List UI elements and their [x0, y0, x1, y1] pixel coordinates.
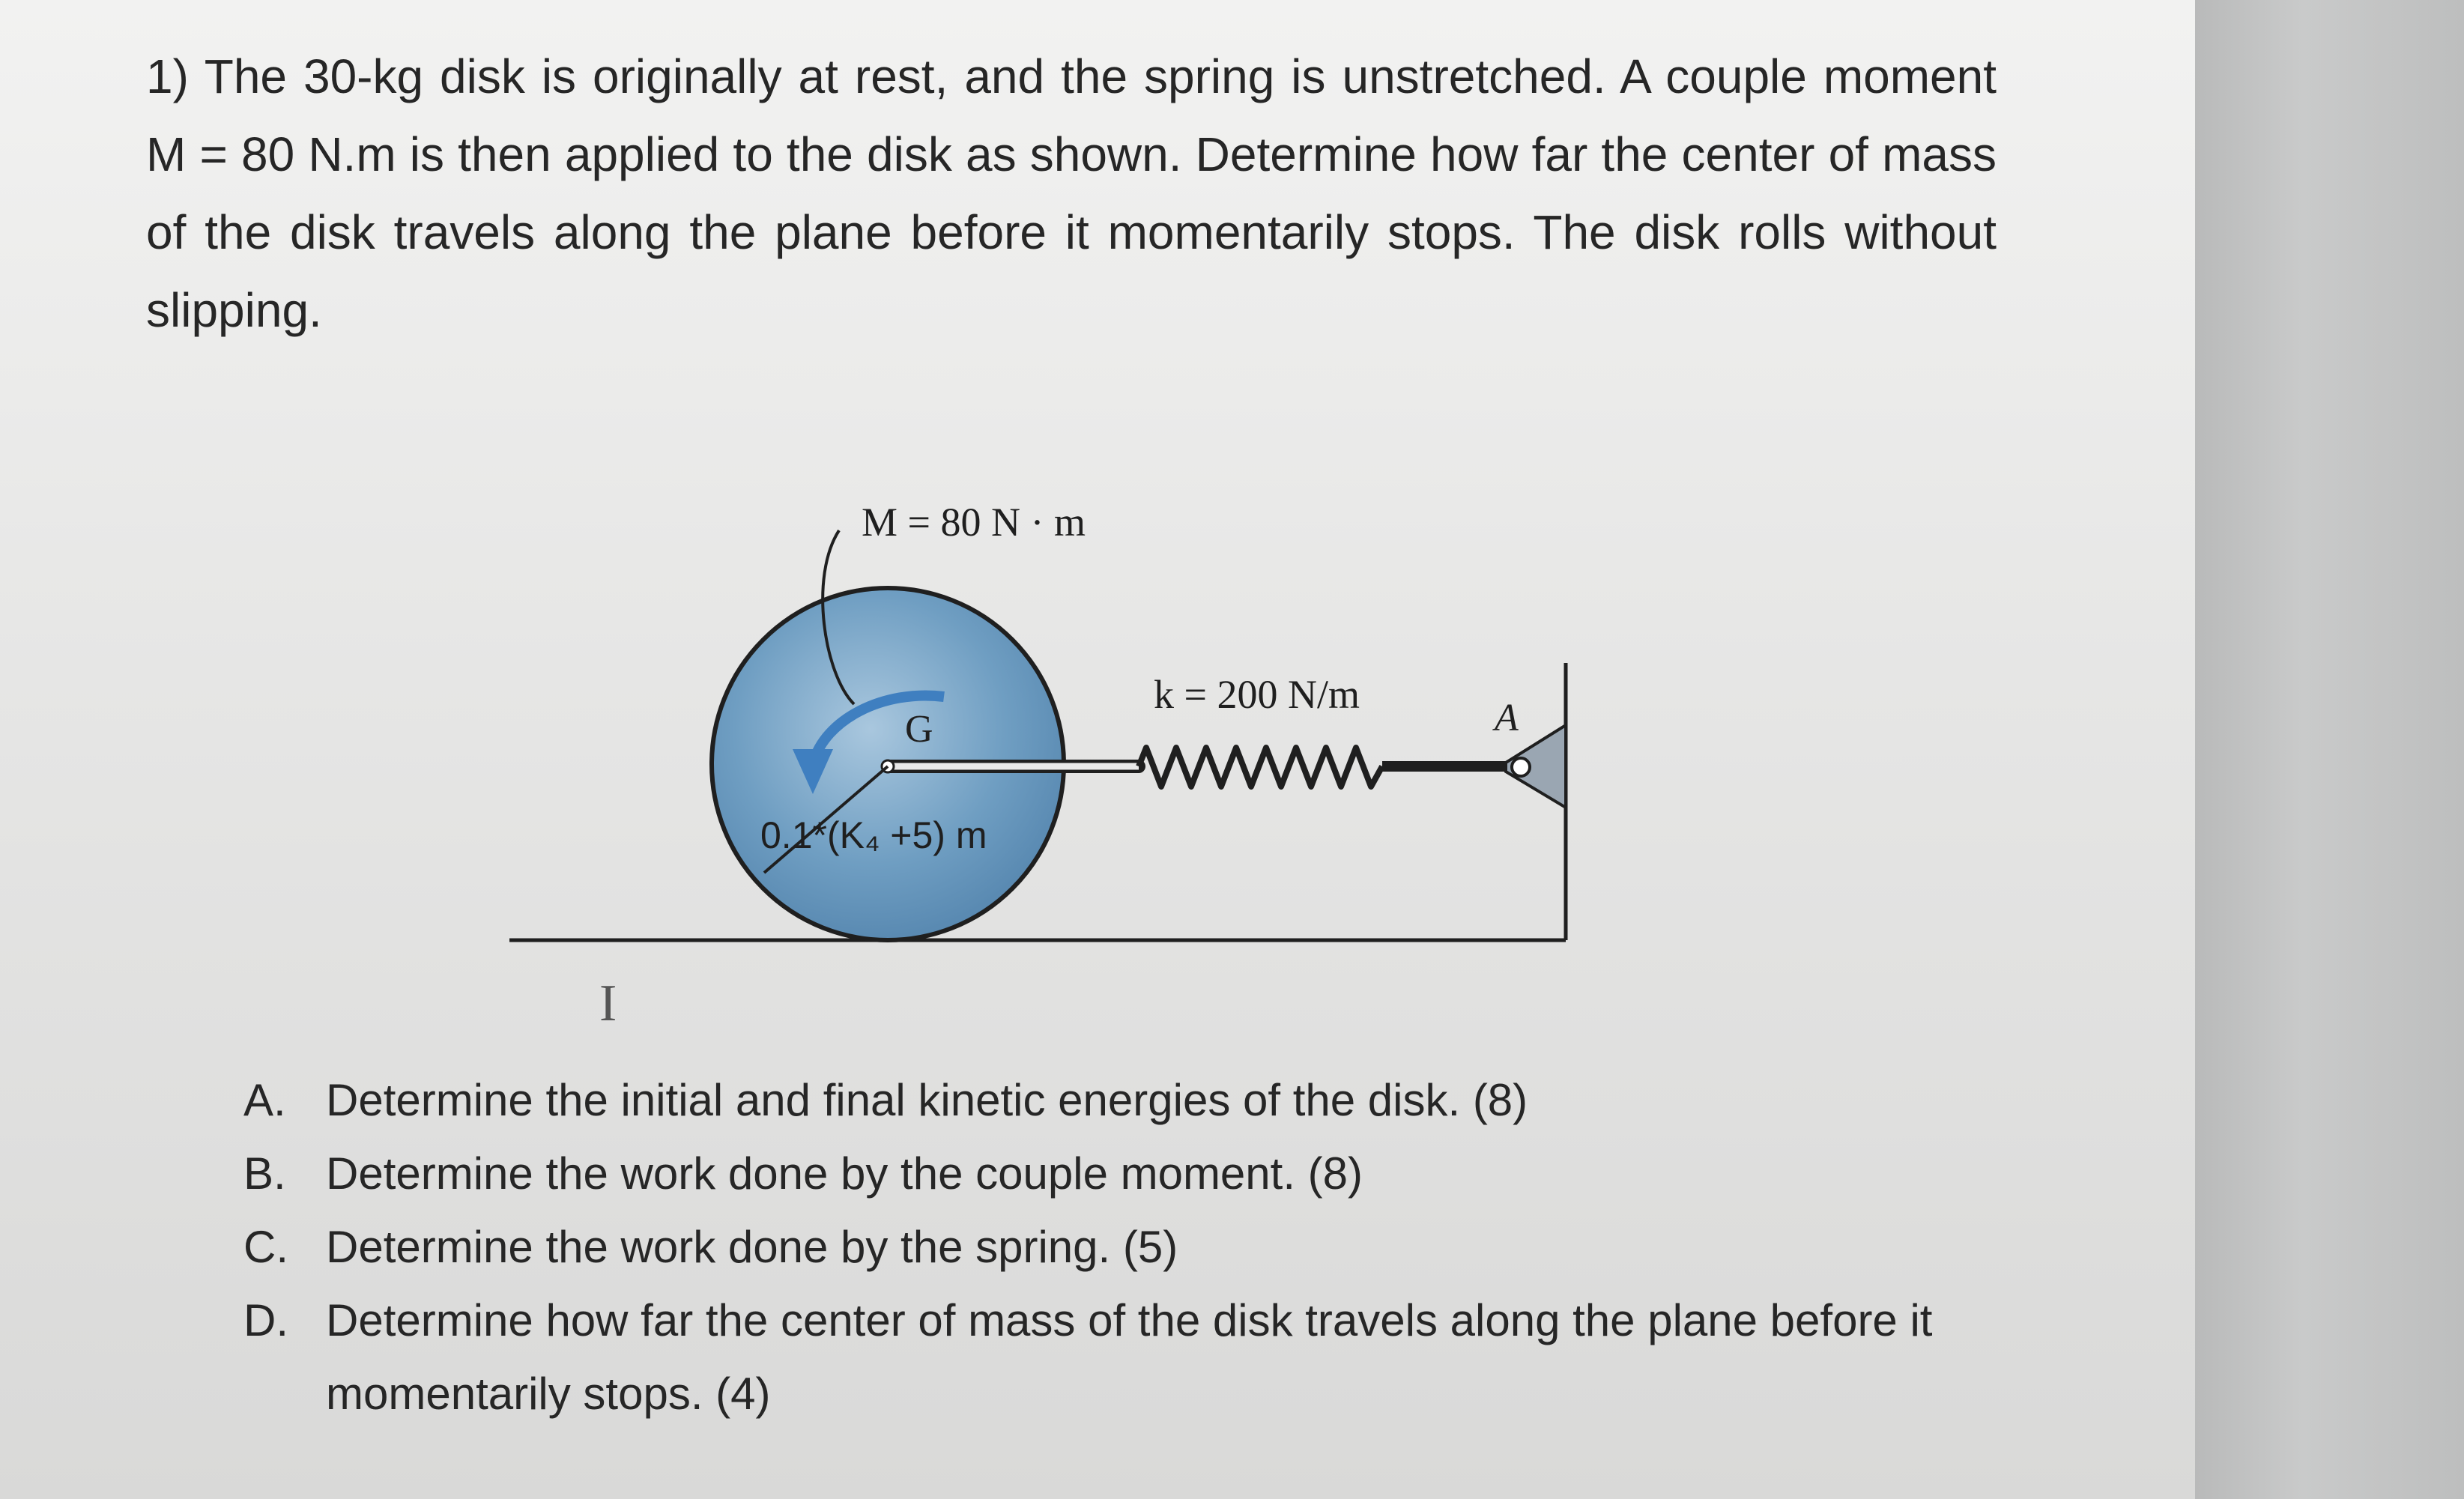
question-letter: B. — [243, 1148, 286, 1199]
text-cursor-icon: I — [599, 975, 617, 1032]
diagram-svg — [494, 464, 1663, 959]
question-text: Determine the work done by the spring. (5) — [326, 1222, 1178, 1272]
question-text: Determine the initial and final kinetic energies of the disk. (8) — [326, 1075, 1528, 1125]
question-item — [243, 1064, 1967, 1137]
question-letter: D. — [243, 1295, 288, 1345]
center-label: G — [905, 708, 933, 751]
anchor-label: A — [1495, 697, 1519, 739]
monitor-bezel — [2195, 0, 2464, 1499]
spring — [1139, 748, 1382, 787]
radius-label: 0.1*(K₄ +5) m — [760, 814, 987, 856]
spring-label: k = 200 N/m — [1154, 672, 1360, 717]
question-list — [243, 1064, 1967, 1431]
moment-label: M = 80 N · m — [862, 500, 1086, 545]
question-item — [243, 1211, 1967, 1284]
problem-statement: 1) The 30-kg disk is originally at rest, and the spring is unstretched. A couple moment M = 80 N.m is then applied to the disk as shown. Determine how far the center of mass of the disk travels along the plane before it momentarily stops. The disk rolls without slipping. — [146, 49, 1997, 337]
question-text: Determine how far the center of mass of the disk travels along the plane before it momentarily stops. (4) — [326, 1295, 1933, 1419]
question-item — [243, 1284, 1967, 1431]
question-item — [243, 1137, 1967, 1211]
question-text: Determine the work done by the couple moment. (8) — [326, 1148, 1363, 1199]
pin-a — [1512, 758, 1530, 776]
disk-spring-diagram — [494, 464, 1663, 959]
question-letter: C. — [243, 1222, 288, 1272]
question-letter: A. — [243, 1075, 286, 1125]
